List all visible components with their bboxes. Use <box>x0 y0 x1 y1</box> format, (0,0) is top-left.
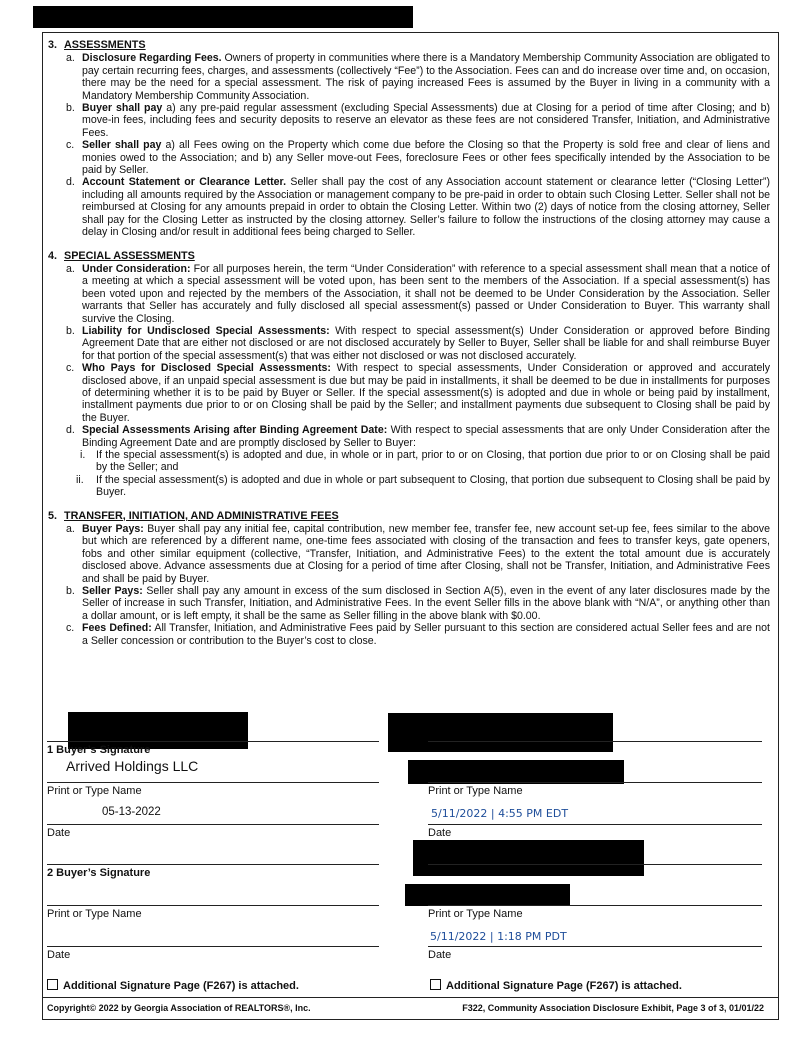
section-title: TRANSFER, INITIATION, AND ADMINISTRATIVE FEES <box>64 509 339 522</box>
footer-copyright: Copyright© 2022 by Georgia Association of REALTORS®, Inc. <box>47 1003 311 1013</box>
redacted-seller2-name <box>405 884 570 906</box>
date-label: Date <box>428 949 452 961</box>
print-name-line <box>47 905 379 906</box>
list-item: c. Seller shall pay a) all Fees owing on the Property which come due before the Closing so that the Property is sold free and clear of liens and monies owed to the Association; and b) any Seller move-out Fees, foreclosure Fees or other fees specifically intended by the Association to be paid by Seller. <box>66 139 770 177</box>
section-transfer-fees <box>48 510 770 647</box>
list-item: a. Buyer Pays: Buyer shall pay any initial fee, capital contribution, new member fee, transfer fee, new account set-up fee, fees similar to the above but which are referenced by a different name, one-time fees associated with closing of the transaction and fees to transfer keys, gate openers, fobs and other similar equipment (collective, “Transfer, Initiation, and Administrative Fees) to the extent the total amount due is accurately disclosed above. Advance assessments due at Closing for a period of time after Closing, shall not be Transfer, Initiation, and Administrative Fees and shall be paid by Buyer. <box>66 523 770 585</box>
date-label: Date <box>47 827 71 839</box>
checkbox[interactable] <box>430 979 441 990</box>
seller1-date: 5/11/2022 | 4:55 PM EDT <box>431 807 569 820</box>
section-number: 3. <box>48 39 58 51</box>
list-item: b. Seller Pays: Seller shall pay any amount in excess of the sum disclosed in Section A(5), even in the event of any later disclosures made by the Seller of increase in such Transfer, Initiation, and Administrative Fees. In the event Seller fills in the above blank with “N/A”, or anything other than a dollar amount, or is left empty, it shall be the same as Seller filling in the above blank with $0.00. <box>66 585 770 622</box>
footer-divider <box>42 997 779 998</box>
date-line <box>428 824 762 825</box>
section-number: 5. <box>48 509 58 522</box>
sub-list-item: ii. If the special assessment(s) is adopted and due in whole or part subsequent to Closing, that portion due subsequent to Closing shall be paid by Buyer. <box>76 473 770 499</box>
redacted-seller2-signature <box>413 840 644 876</box>
list-item: b. Buyer shall pay a) any pre-paid regular assessment (excluding Special Assessments) due at Closing for a period of time after Closing; and b) move-in fees, including fees and security deposits to reserve an elevator as these fees are not considered Transfer, Initiation, and Administrative Fees. <box>66 102 770 139</box>
seller-additional-page: Additional Signature Page (F267) is attached. <box>430 979 682 992</box>
print-name-line <box>428 905 762 906</box>
section-special-assessments <box>48 250 770 499</box>
list-item: a. Disclosure Regarding Fees. Owners of property in communities where there is a Mandatory Membership Community Association are obligated to pay certain recurring fees, charges, and assessments (collectively “Fee”) to the Association. Fees can and do increase over time and, on occasion, there may be the need for a special assessment. The risk of paying increased Fees is assumed by the Buyer in living in a community with a Mandatory Membership Community Association. <box>66 52 770 102</box>
buyer-additional-page: Additional Signature Page (F267) is attached. <box>47 979 299 992</box>
list-item: b. Liability for Undisclosed Special Assessments: With respect to special assessment(s) Under Consideration or approved before Binding Agreement Date that are either not disclosed or are not disclosed accurately by Seller to Buyer, Seller shall be liable for and shall reimburse Buyer for that portion of the special assessment(s) that was either not disclosed or was not disclosed accurately. <box>66 324 770 362</box>
footer-form-id: F322, Community Association Disclosure Exhibit, Page 3 of 3, 01/01/22 <box>462 1003 764 1013</box>
buyer1-signature-label: 1 Buyer’s Signature <box>47 744 151 756</box>
list-item: a. Under Consideration: For all purposes herein, the term “Under Consideration” with reference to a special assessment shall mean that a notice of a meeting at which a special assessment will be voted upon, has been sent to the members of the Association. If a special assessment(s) has been voted upon and rejected by the members of the Association, it shall not be deemed to be Under Consideration by the Association. Seller warrants that Seller has accurately and fully disclosed all special assessment(s) passed or Under Consideration to Buyer. This warranty shall survive the Closing. <box>66 262 771 325</box>
print-name-label: Print or Type Name <box>47 785 142 797</box>
signature-line <box>428 864 762 865</box>
date-line <box>47 824 379 825</box>
print-name-label: Print or Type Name <box>428 785 523 797</box>
document-body <box>48 36 770 647</box>
signature-line <box>47 864 379 865</box>
section-title: ASSESSMENTS <box>64 39 146 51</box>
seller2-date: 5/11/2022 | 1:18 PM PDT <box>430 930 567 943</box>
redacted-seller-signature <box>388 713 613 752</box>
sub-list-item: i. If the special assessment(s) is adopted and due, in whole or in part, prior to or on Closing, that portion due prior to or on Closing shall be paid by the Seller; and <box>80 449 770 474</box>
section-title: SPECIAL ASSESSMENTS <box>64 249 195 262</box>
list-item: c. Fees Defined: All Transfer, Initiation, and Administrative Fees paid by Seller pursuant to this section are considered actual Seller fees and are not a Seller concession or contribution to the Buyer’s cost to close. <box>66 622 770 647</box>
date-label: Date <box>428 827 452 839</box>
redacted-seller-name <box>408 760 624 784</box>
signature-line <box>428 741 762 742</box>
buyer2-signature-label: 2 Buyer’s Signature <box>47 867 151 879</box>
signature-line <box>47 741 379 742</box>
date-label: Date <box>47 949 71 961</box>
list-item: d. Special Assessments Arising after Binding Agreement Date: With respect to special assessments that are only Under Consideration after the Binding Agreement Date and are promptly disclosed by Seller to Buyer: <box>66 424 770 449</box>
date-line <box>47 946 379 947</box>
buyer1-name: Arrived Holdings LLC <box>66 758 199 774</box>
section-number: 4. <box>48 249 58 262</box>
list-item: d. Account Statement or Clearance Letter. Seller shall pay the cost of any Association account statement or clearance letter (“Closing Letter”) including all amounts required by the Association or management company to be pre-paid in order to obtain such Closing Letter. Seller shall not be reimbursed at Closing for any amounts prepaid in order to obtain the Closing Letter. Within two (2) days of notice from the closing attorney, Seller shall pay for the Closing Letter as instructed by the closing attorney. Seller’s failure to follow the instructions of the closing attorney may cause a delay in Closing and/or result in additional fees being charged to Seller. <box>66 176 770 239</box>
checkbox[interactable] <box>47 979 58 990</box>
print-name-label: Print or Type Name <box>47 908 142 920</box>
buyer1-date: 05-13-2022 <box>102 806 161 818</box>
section-assessments <box>48 39 770 239</box>
print-name-label: Print or Type Name <box>428 908 523 920</box>
date-line <box>428 946 762 947</box>
list-item: c. Who Pays for Disclosed Special Assessments: With respect to special assessments, Under Consideration or approved and accurately disclosed above, if an unpaid special assessment is due but may be paid in installments, it shall be deemed to be due in installments for purposes of determining whether it is to be paid by Buyer or Seller. If the special assessment(s) is adopted and due in whole or being paid by installment, installment payments due prior to or on Closing shall be paid by the Seller; and installment payments due subsequent to Closing shall be paid by the Buyer. <box>66 362 770 424</box>
print-name-line <box>428 782 762 783</box>
redacted-header <box>33 6 413 28</box>
print-name-line <box>47 782 379 783</box>
